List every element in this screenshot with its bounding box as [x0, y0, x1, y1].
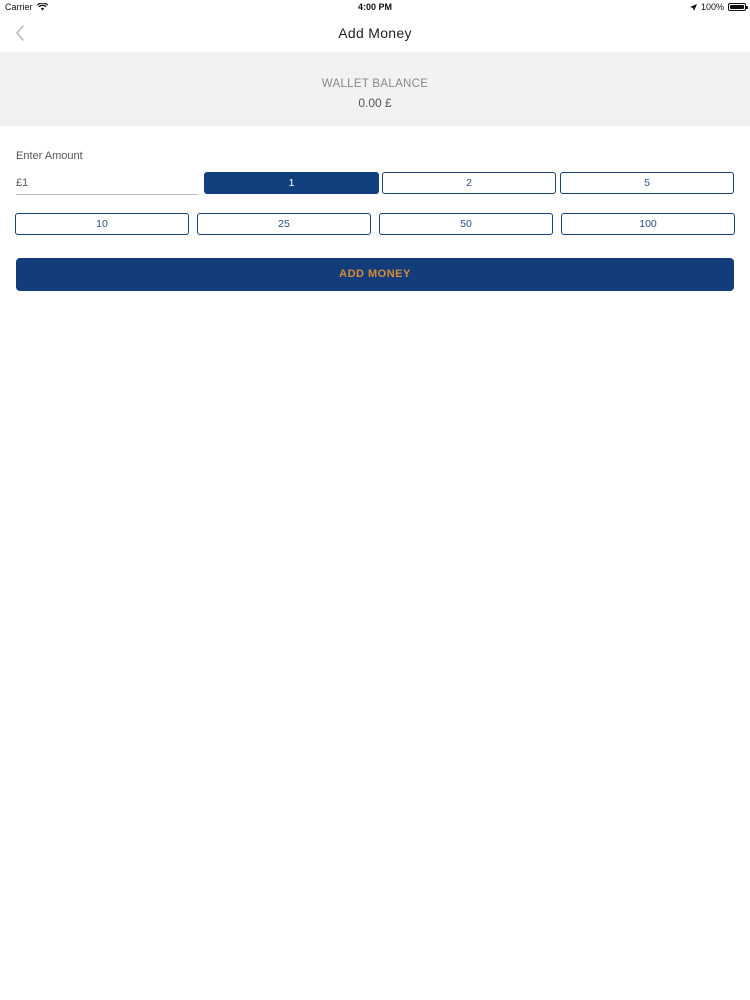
add-money-button[interactable]: ADD MONEY — [16, 258, 734, 291]
status-right — [690, 2, 746, 12]
preset-100-button[interactable]: 100 — [561, 213, 735, 235]
carrier-label: Carrier — [5, 2, 33, 12]
wallet-balance-label: WALLET BALANCE — [321, 78, 429, 90]
battery-icon — [728, 3, 746, 11]
status-bar — [0, 0, 750, 14]
preset-25-button[interactable]: 25 — [197, 213, 371, 235]
navigation-bar — [0, 14, 750, 52]
preset-1-button[interactable]: 1 — [204, 172, 379, 194]
preset-50-button[interactable]: 50 — [379, 213, 553, 235]
preset-10-button[interactable]: 10 — [15, 213, 189, 235]
wallet-balance-value: 0.00 £ — [358, 96, 392, 110]
status-time: 4:00 PM — [357, 2, 392, 12]
battery-percent: 100% — [700, 2, 724, 12]
page-title: Add Money — [338, 25, 412, 41]
amount-input[interactable] — [16, 172, 198, 195]
preset-5-button[interactable]: 5 — [560, 172, 734, 194]
enter-amount-label: Enter Amount — [16, 150, 83, 162]
preset-2-button[interactable]: 2 — [382, 172, 556, 194]
wallet-balance-panel — [0, 52, 750, 126]
location-arrow-icon — [690, 4, 697, 11]
